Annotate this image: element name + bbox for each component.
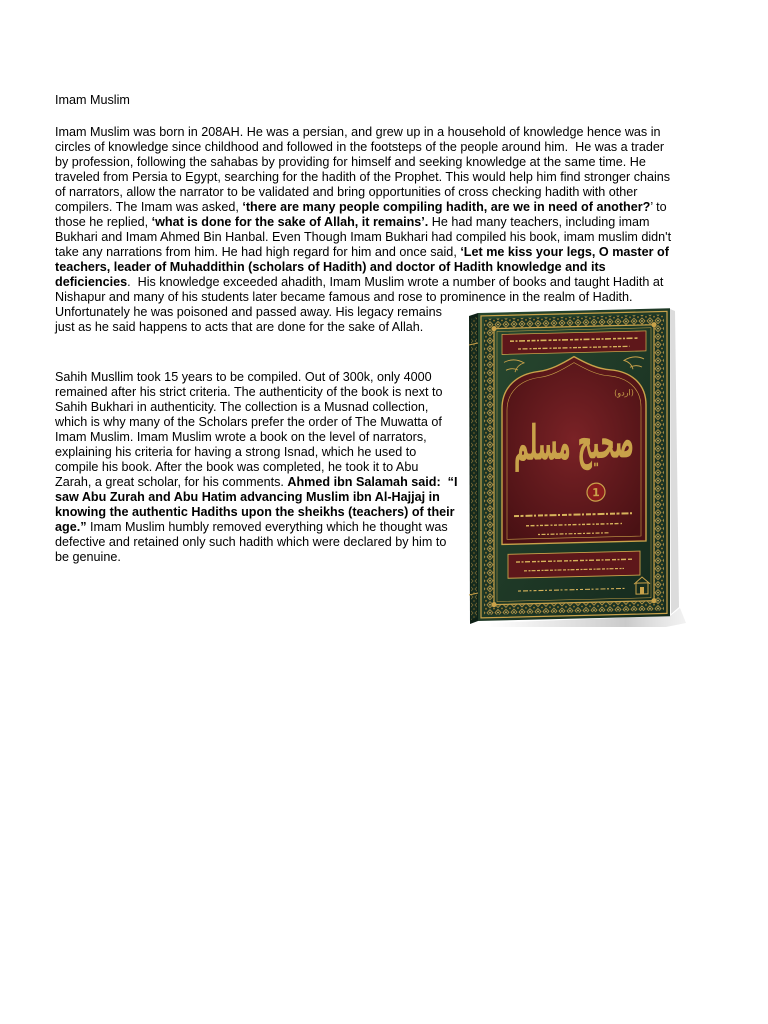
text-line: [55, 215, 671, 230]
text-run: of narrators, allow the narrator to be validated and bring opportunities of cross checking hadith with other: [55, 185, 638, 199]
text-run: compilers. The Imam was asked,: [55, 200, 243, 214]
text-line: [55, 490, 457, 505]
text-line: [55, 400, 457, 415]
bold-text-run: knowing the authentic Hadiths upon the sheikhs (teachers) of their: [55, 505, 455, 519]
bold-text-run: saw Abu Zurah and Abu Hatim advancing Muslim ibn Al-Hajjaj in: [55, 490, 440, 504]
bold-text-run: Ahmed ibn Salamah said: “I: [287, 475, 458, 489]
text-run: Sahih Musllim took 15 years to be compiled. Out of 300k, only 4000: [55, 370, 432, 384]
text-run: be genuine.: [55, 550, 121, 564]
text-line: [55, 430, 457, 445]
text-run: He had many teachers, including imam: [428, 215, 650, 229]
paragraph-biography: [55, 125, 671, 335]
text-line: [55, 370, 457, 385]
text-line: [55, 155, 671, 170]
text-line: [55, 520, 457, 535]
text-line: [55, 445, 457, 460]
text-run: . His knowledge exceeded ahadith, Imam Muslim wrote a number of books and taught Hadith at: [127, 275, 664, 289]
bold-text-run: ‘what is done for the sake of Allah, it remains’.: [151, 215, 429, 229]
bold-text-run: teachers, leader of Muhaddithin (scholars of Hadith) and doctor of Hadith knowledge and its: [55, 260, 606, 274]
text-line: [55, 385, 457, 400]
bold-text-run: age.”: [55, 520, 87, 534]
text-run: traveled from Persia to Egypt, searching for the hadith of the Prophet. This would help him find stronger chains: [55, 170, 671, 184]
text-line: [55, 140, 671, 155]
text-run: Zarah, a great scholar, for his comments.: [55, 475, 288, 489]
text-run: defective and retained only such hadith which were declared by him to: [55, 535, 447, 549]
text-line: [55, 275, 671, 290]
text-run: by profession, following the sahabas by providing for himself and seeking knowledge at the same time. He: [55, 155, 646, 169]
text-line: [55, 185, 671, 200]
volume-number: 1: [592, 486, 600, 500]
text-run: those he replied,: [55, 215, 152, 229]
top-text-band: [502, 331, 646, 355]
text-run: Nishapur and many of his students later became famous and rose to prominence in the realm of Hadith.: [55, 290, 633, 304]
text-run: Imam Muslim. Imam Muslim wrote a book on the level of narrators,: [55, 430, 427, 444]
text-run: remained after his strict criteria. The authenticity of the book is next to: [55, 385, 443, 399]
text-run: ’ to: [650, 200, 667, 214]
text-line: [55, 475, 457, 490]
text-line: [55, 550, 457, 565]
text-run: compile his book. After the book was completed, he took it to Abu: [55, 460, 419, 474]
volume-badge: [587, 483, 605, 501]
paragraph-sahih-muslim: [55, 370, 457, 565]
book-spine: [469, 313, 478, 624]
text-run: Unfortunately he was poisoned and passed away. His legacy remains: [55, 305, 442, 319]
text-run: take any narrations from him. He had high regard for him and once said,: [55, 245, 461, 259]
text-run: Imam Muslim was born in 208AH. He was a persian, and grew up in a household of knowledge hence was in: [55, 125, 661, 139]
book-front-cover: [478, 308, 676, 621]
bold-text-run: ‘there are many people compiling hadith, are we in need of another?: [242, 200, 651, 214]
text-line: [55, 170, 671, 185]
text-line: [55, 460, 457, 475]
text-line: [55, 535, 457, 550]
text-run: which is why many of the Scholars prefer the order of The Muwatta of: [55, 415, 442, 429]
text-run: Imam Muslim humbly removed everything which he thought was: [86, 520, 448, 534]
text-line: [55, 200, 671, 215]
bold-text-run: ‘Let me kiss your legs, O master of: [460, 245, 669, 259]
book-cover-image: [466, 305, 688, 627]
text-run: Sahih Bukhari in authenticity. The collection is a Musnad collection,: [55, 400, 429, 414]
text-line: [55, 505, 457, 520]
text-line: [55, 125, 671, 140]
text-run: circles of knowledge since childhood and followed in the footsteps of the people around him. He was a trader: [55, 140, 665, 154]
bold-text-run: deficiencies: [55, 275, 128, 289]
cover-language-label: (اردو): [614, 388, 634, 398]
text-run: Bukhari and Imam Ahmed Bin Hanbal. Even Though Imam Bukhari had compiled his book, imam muslim didn't: [55, 230, 672, 244]
text-run: just as he said happens to acts that are done for the sake of Allah.: [55, 320, 424, 334]
text-line: [55, 260, 671, 275]
text-line: [55, 415, 457, 430]
text-run: explaining his criteria for having a strong Isnad, which he used to: [55, 445, 417, 459]
text-line: [55, 290, 671, 305]
text-line: [55, 245, 671, 260]
book-title-calligraphy: صحیح مسلم: [514, 412, 676, 473]
document-title: Imam Muslim: [55, 93, 130, 107]
text-line: [55, 230, 671, 245]
